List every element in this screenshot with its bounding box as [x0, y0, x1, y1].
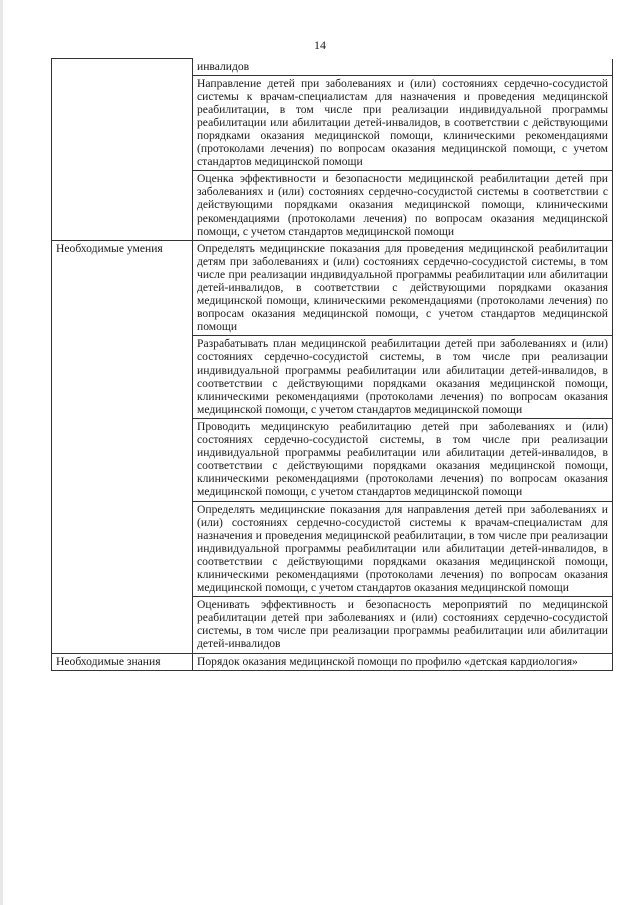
- page-number: 14: [314, 38, 326, 52]
- requirements-table: [51, 58, 613, 671]
- row-text: Порядок оказания медицинской помощи по профилю «детская кардиология»: [193, 653, 613, 670]
- table-row: [52, 59, 613, 76]
- row-text: Определять медицинские показания для проведения медицинской реабилитации детям при заболеваниях и (или) состояниях сердечно-сосудистой системы, в том числе при реализации индивидуальной программы реабилитации или абилитации детей-инвалидов, в соответствии с действующими порядками оказания медицинской помощи, клиническими рекомендациями (протоколами лечения) по вопросам оказания медицинской помощи, с учетом стандартов медицинской помощи: [193, 240, 613, 336]
- row-text: инвалидов: [193, 59, 613, 76]
- row-text: Проводить медицинскую реабилитацию детей при заболеваниях и (или) состояниях сердечно-сосудистой системы, в том числе при реализации индивидуальной программы реабилитации или абилитации детей-инвалидов, в соответствии с действующими порядками оказания медицинской помощи, клиническими рекомендациями (протоколами лечения) по вопросам оказания медицинской помощи, с учетом стандартов медицинской помощи: [193, 418, 613, 501]
- row-text: Определять медицинские показания для направления детей при заболеваниях и (или) состояниях сердечно-сосудистой системы к врачам-специалистам для назначения и проведения медицинской реабилитации, в том числе при реализации индивидуальной программы реабилитации или абилитации детей-инвалидов, в соответствии с действующими порядками оказания медицинской помощи, клиническими рекомендациями (протоколами лечения) по вопросам оказания медицинской помощи, с учетом стандартов оказания медицинской помощи: [193, 501, 613, 597]
- row-label-knowledge: Необходимые знания: [52, 653, 193, 670]
- scan-edge: [0, 0, 3, 905]
- row-text: Оценка эффективности и безопасности медицинской реабилитации детей при заболеваниях и (или) состояниях сердечно-сосудистой системы в соответствии с действующими порядками оказания медицинской помощи, клиническими рекомендациями (протоколами лечения) по вопросам оказания медицинской помощи, с учетом стандартов медицинской помощи: [193, 171, 613, 240]
- row-text: Направление детей при заболеваниях и (или) состояниях сердечно-сосудистой системы к врачам-специалистам для назначения и проведения медицинской реабилитации, в том числе при реализации индивидуальной программы реабилитации или абилитации детей-инвалидов, в соответствии с действующими порядками оказания медицинской помощи, клиническими рекомендациями (протоколами лечения) по вопросам оказания медицинской помощи, с учетом стандартов медицинской помощи: [193, 75, 613, 171]
- row-text: Разрабатывать план медицинской реабилитации детей при заболеваниях и (или) состояниях сердечно-сосудистой системы, в том числе при реализации индивидуальной программы реабилитации или абилитации детей-инвалидов, в соответствии с действующими порядками оказания медицинской помощи, клиническими рекомендациями (протоколами лечения) по вопросам оказания медицинской помощи, с учетом стандартов медицинской помощи: [193, 336, 613, 419]
- row-label-skills: Необходимые умения: [52, 240, 193, 653]
- table-row: [52, 653, 613, 670]
- table-row: [52, 240, 613, 336]
- row-label: [52, 59, 193, 241]
- row-text: Оценивать эффективность и безопасность мероприятий по медицинской реабилитации детей при заболеваниях и (или) состояниях сердечно-сосудистой системы, в том числе при реализации программы реабилитации или абилитации детей-инвалидов: [193, 597, 613, 653]
